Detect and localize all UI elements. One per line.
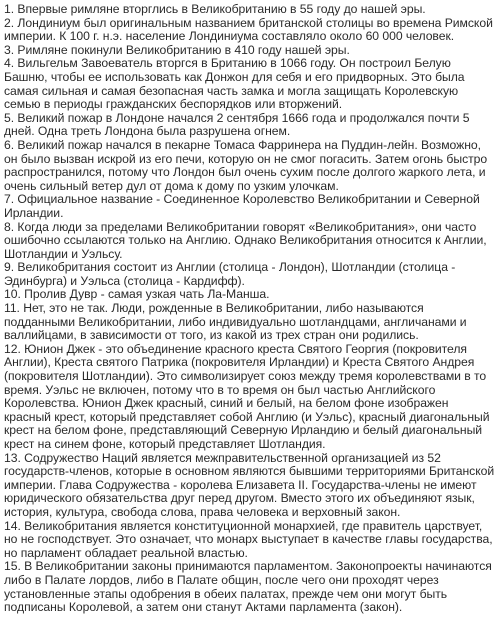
list-item: 11. Нет, это не так. Люди, рожденные в Великобритании, либо называются подданными Великобритании, либо индивидуально шотландцами, англичанами и валлийцами, в зависимости от того, из какой из трех стран они родились. [4, 301, 467, 343]
list-item: 12. Юнион Джек - это объединение красного креста Святого Георгия (покровителя Англии), Креста святого Патрика (покровителя Ирландии) и Креста Святого Андрея (покровителя Шотландии). Это символизирует союз между тремя королевствами в то время. Уэльс не включен, потому что в то время он был частью Английского Королевства. Юнион Джек красный, синий и белый, на белом фоне изображен красный крест, который представляет собой Англию (и Уэльс), красный диагональный крест на белом фоне, представляющий Северную Ирландию и белый диагональный крест на синем фоне, который представляет Шотландия. [4, 341, 490, 451]
list-item: 7. Официальное название - Соединенное Королевство Великобритании и Северной Ирландии. [4, 192, 480, 220]
list-item: 10. Пролив Дувр - самая узкая чать Ла-Манша. [4, 287, 270, 302]
list-item: 15. В Великобритании законы принимаются парламентом. Законопроекты начинаются либо в Палате лордов, либо в Палате общин, после чего они проходят через установленные этапы одобрения в обеих палатах, прежде чем они могут быть подписаны Королевой, а затем они станут Актами парламента (закон). [4, 559, 492, 615]
list-item: 8. Когда люди за пределами Великобритании говорят «Великобритания», они часто ошибочно ссылаются только на Англию. Однако Великобритания относится к Англии, Шотландии и Уэльсу. [4, 219, 487, 261]
list-item: 6. Великий пожар начался в пекарне Томаса Фарринера на Пуддин-лейн. Возможно, он было вызван искрой из его печи, которую он не смог погасить. Затем огонь быстро распространился, потому что Лондон был очень сухим после долгого жаркого лета, и очень сильный ветер дул от дома к дому по узким улочкам. [4, 137, 488, 193]
list-item: 1. Впервые римляне вторглись в Великобританию в 55 году до нашей эры. [4, 2, 426, 16]
list-item: 9. Великобритания состоит из Англии (столица - Лондон), Шотландии (столица - Эдинбурга) и Уэльса (столица - Кардифф). [4, 260, 456, 288]
list-item: 5. Великий пожар в Лондоне начался 2 сентября 1666 года и продолжался почти 5 дней. Одна треть Лондона была разрушена огнем. [4, 110, 470, 139]
list-item: 14. Великобритания является конституционной монархией, где правитель царствует, но не господствует. Это означает, что монарх выступает в качестве главы государства, но парламент обладает реальной властью. [4, 518, 493, 560]
list-item: 3. Римляне покинули Великобританию в 410 году нашей эры. [4, 42, 350, 57]
list-item: 4. Вильгельм Завоеватель вторгся в Британию в 1066 году. Он построил Белую Башню, чтобы ее использовать как Донжон для себя и его придворных. Это была самая сильная и самая безопасная часть замка и могла защищать Королевскую семью в периоды гражданских беспорядков или вторжений. [4, 56, 465, 112]
list-item: 2. Лондиниум был оригинальным названием британской столицы во времена Римской империи. К 100 г. н.э. население Лондиниума составляло около 60 000 человек. [4, 15, 493, 44]
list-item: 13. Содружество Наций является межправительственной организацией из 52 государств-членов, которые в основном являются бывшими территориями Британской империи. Глава Содружества - королева Елизавета II. Государства-члены не имеют юридического обязательства друг перед другом. Вместо этого их объединяют язык, история, культура, свобода слова, права человека и верховный закон. [4, 450, 495, 519]
